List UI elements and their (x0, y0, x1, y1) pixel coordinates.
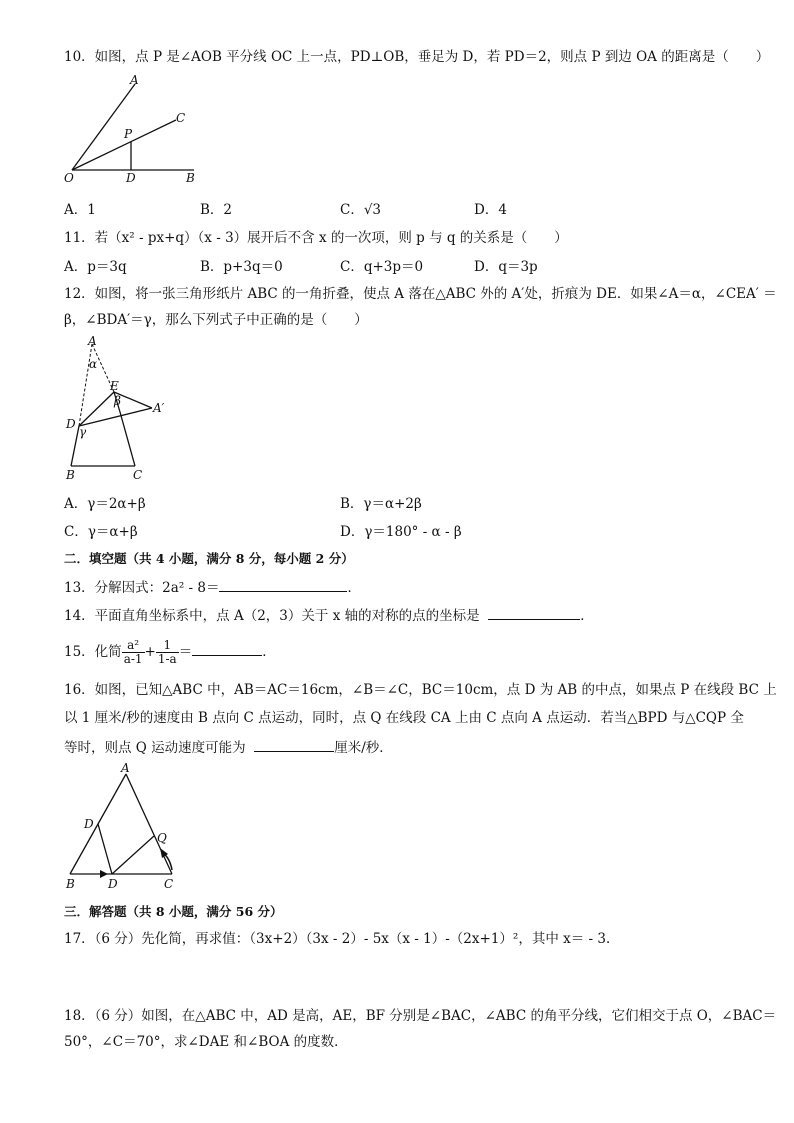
q12-text-line1: 12．如图，将一张三角形纸片 ABC 的一角折叠，使点 A 落在△ABC 外的 A′处，折痕为 DE．如果∠A＝α，∠CEA′ ＝ (64, 286, 777, 302)
q13-end: ． (347, 580, 361, 596)
q15-plus: + (144, 644, 156, 660)
q12-option-b: B．γ＝α+2β (340, 496, 422, 512)
q14-text: 14．平面直角坐标系中，点 A（2，3）关于 x 轴的对称的点的坐标是 (64, 608, 480, 624)
q11-option-d: D．q＝3p (474, 259, 538, 275)
q16-label-b: B (66, 877, 75, 891)
q16-text-line3a: 等时，则点 Q 运动速度可能为 (64, 740, 246, 756)
q12-label-e: E (110, 379, 119, 393)
q13 (64, 577, 361, 597)
q10-label-c: C (176, 111, 186, 125)
q16-label-c: C (164, 877, 174, 891)
q18-text-line1: 18．（6 分）如图，在△ABC 中，AD 是高，AE，BF 分别是∠BAC，∠ABC 的角平分线，它们相交于点 O，∠BAC＝ (64, 1008, 777, 1024)
q14-end: ． (580, 608, 594, 624)
q15-fraction-1-numerator: a² (122, 639, 145, 653)
q10-label-d: D (126, 171, 136, 185)
q12-figure (58, 334, 178, 484)
q16-label-q: Q (157, 831, 167, 845)
q12-label-c: C (133, 468, 143, 482)
q10-option-a: A．1 (64, 202, 96, 218)
q12-label-beta: β (114, 394, 121, 408)
q12-label-aprime: A′ (153, 401, 165, 415)
q10-label-p: P (124, 127, 133, 141)
q15-fraction-1-denominator: a-1 (123, 652, 143, 666)
q15-eq: ＝ (178, 644, 193, 660)
q17-text: 17．（6 分）先化简，再求值：（3x+2）（3x - 2）- 5x（x - 1）-（2x+1）²，其中 x＝ - 3． (64, 931, 620, 947)
q11-option-a: A．p＝3q (64, 259, 127, 275)
q16-label-d: D (84, 817, 94, 831)
q10-option-d: D．4 (474, 202, 507, 218)
q10-figure (58, 72, 208, 187)
q15-answer-blank[interactable] (192, 641, 262, 656)
q11-text: 11．若（x² - px+q）（x - 3）展开后不含 x 的一次项，则 p 与 q 的关系是（ ） (64, 230, 568, 246)
q15-fraction-2 (156, 639, 179, 666)
q11-option-c: C．q+3p＝0 (340, 259, 424, 275)
q10-option-b: B．2 (200, 202, 233, 218)
q14 (64, 605, 594, 625)
q16-label-p: D (108, 877, 118, 891)
q12-label-b: B (66, 468, 75, 482)
q10-option-c: C．√3 (340, 202, 382, 218)
q12-option-d: D．γ＝180° - α - β (340, 524, 462, 540)
q12-label-d: D (66, 417, 76, 431)
q16-figure (60, 758, 190, 893)
q10-label-a: A (130, 73, 139, 87)
q12-option-a: A．γ＝2α+β (64, 496, 146, 512)
q12-option-c: C．γ＝α+β (64, 524, 138, 540)
q16-text-line3b: 厘米/秒． (334, 740, 393, 756)
q16-label-a: A (121, 761, 130, 775)
q10-label-b: B (186, 171, 195, 185)
q16-text-line3 (64, 737, 393, 757)
q16-text-line1: 16．如图，已知△ABC 中，AB＝AC＝16cm，∠B＝∠C，BC＝10cm，点 D 为 AB 的中点，如果点 P 在线段 BC 上 (64, 682, 777, 698)
q15-prefix: 15．化简 (64, 644, 122, 660)
q14-answer-blank[interactable] (488, 605, 580, 620)
q16-text-line2: 以 1 厘米/秒的速度由 B 点向 C 点运动，同时，点 Q 在线段 CA 上由 C 点向 A 点运动．若当△BPD 与△CQP 全 (64, 710, 744, 726)
q11-option-b: B．p+3q＝0 (200, 259, 283, 275)
q12-label-alpha: α (89, 357, 98, 371)
q15-end: ． (262, 644, 276, 660)
q12-label-a: A (88, 334, 97, 348)
section-3-heading: 三．解答题（共 8 小题，满分 56 分） (64, 904, 283, 919)
q12-text-line2: β，∠BDA′＝γ，那么下列式子中正确的是（ ） (64, 312, 368, 328)
q10-label-o: O (64, 171, 74, 185)
q10-text: 10．如图，点 P 是∠AOB 平分线 OC 上一点，PD⊥OB，垂足为 D，若 PD＝2，则点 P 到边 OA 的距离是（ ） (64, 49, 770, 65)
q15-fraction-2-denominator: 1-a (157, 652, 177, 666)
q15-fraction-1 (122, 639, 145, 666)
q13-text: 13．分解因式：2a² - 8＝ (64, 580, 220, 596)
q15-fraction-2-numerator: 1 (156, 639, 179, 653)
q13-answer-blank[interactable] (219, 577, 347, 592)
section-2-heading: 二．填空题（共 4 小题，满分 8 分，每小题 2 分） (64, 551, 354, 566)
q16-answer-blank[interactable] (254, 737, 334, 752)
q15 (64, 632, 276, 672)
q12-label-gamma: γ (79, 425, 87, 439)
q18-text-line2: 50°，∠C＝70°，求∠DAE 和∠BOA 的度数． (64, 1034, 348, 1050)
